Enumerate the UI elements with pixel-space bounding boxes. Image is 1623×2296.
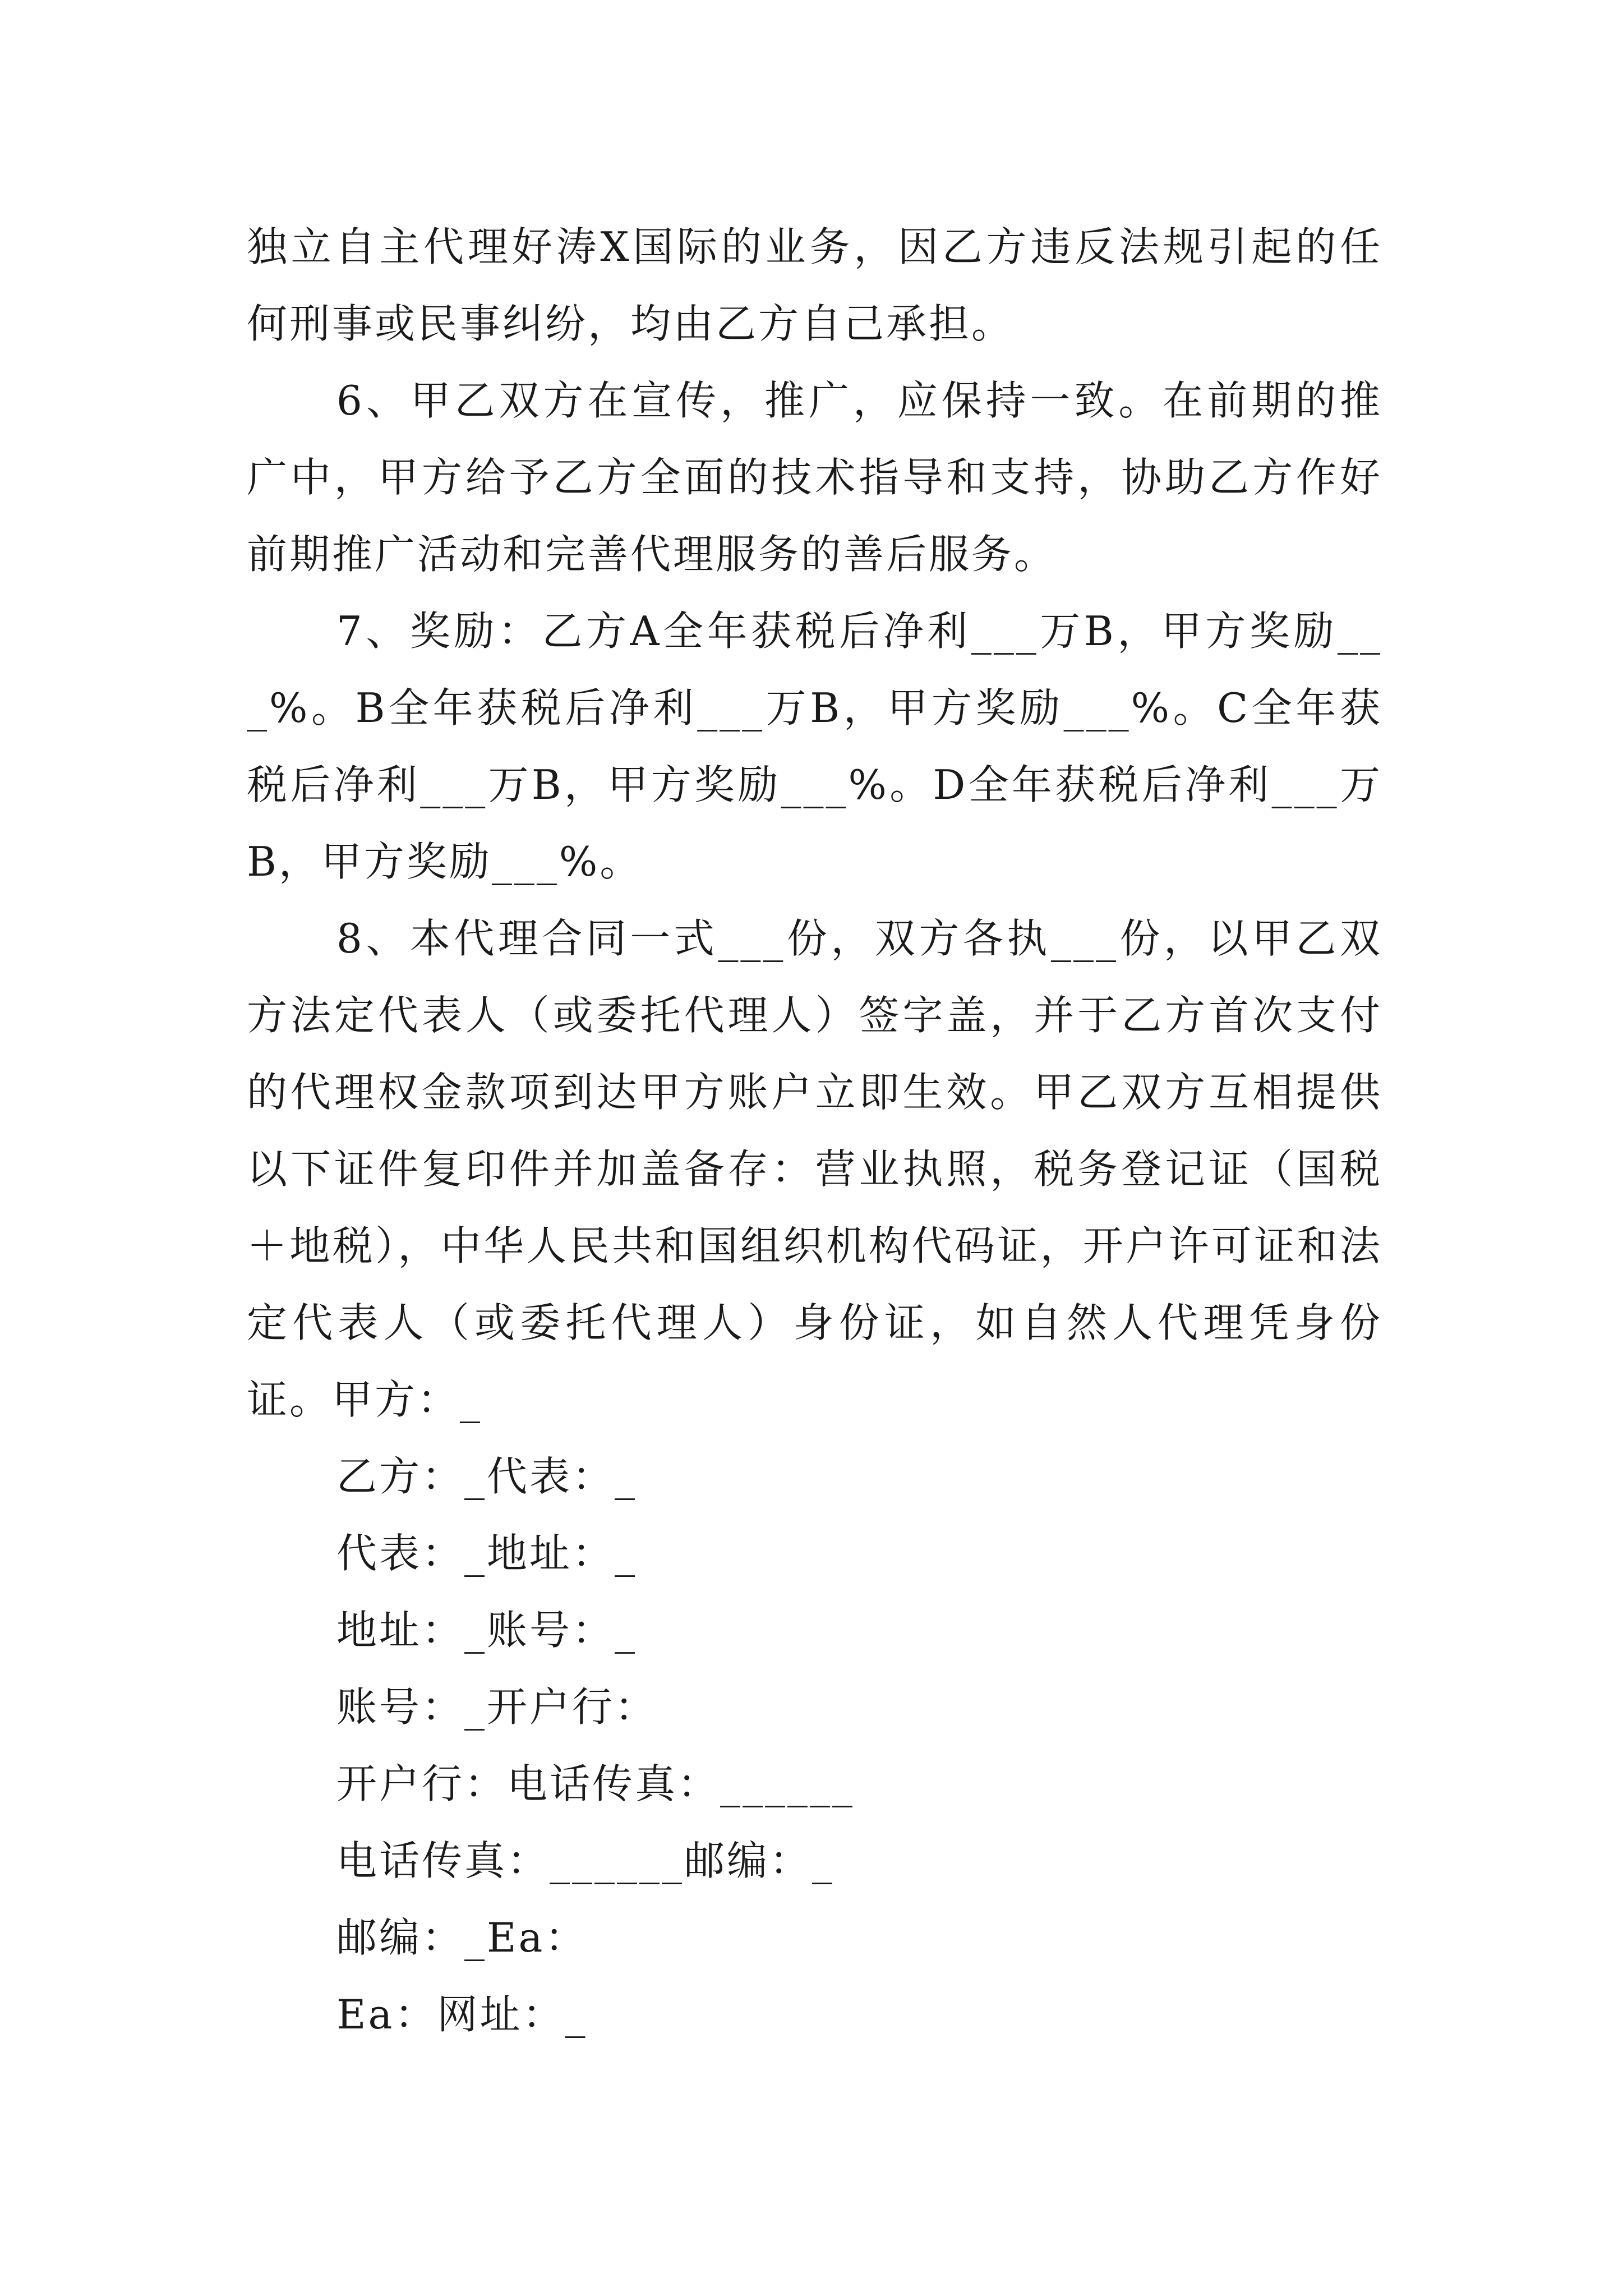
signature-line: 代表：_地址：_	[336, 1530, 638, 1577]
paragraph-clause-8: 8、本代理合同一式___份，双方各执___份，以甲乙双方法定代表人（或委托代理人）签字盖，并于乙方首次支付的代理权金款项到达甲方账户立即生效。甲乙双方互相提供以下证件复印件并加盖备存：营业执照，税务登记证（国税＋地税），中华人民共和国组织机构代码证，开户许可证和法定代表人（或委托代理人）身份证，如自然人代理凭身份证。甲方：_	[247, 915, 1382, 1423]
signature-line: 账号：_开户行：	[336, 1683, 658, 1731]
signature-line: 地址：_账号：_	[336, 1607, 638, 1654]
paragraph-continuation: 独立自主代理好涛X国际的业务，因乙方违反法规引起的任何刑事或民事纠纷，均由乙方自己承担。	[247, 223, 1382, 347]
paragraph-clause-7: 7、奖励：乙方A全年获税后净利___万B，甲方奖励___%。B全年获税后净利___万B，甲方奖励___%。C全年获税后净利___万B，甲方奖励___%。D全年获税后净利___万B，甲方奖励___%。	[247, 608, 1382, 885]
signature-line: 开户行：电话传真：______	[336, 1760, 855, 1807]
signature-line: 邮编：_Ea：	[336, 1914, 588, 1961]
paragraph-clause-6: 6、甲乙双方在宣传，推广，应保持一致。在前期的推广中，甲方给予乙方全面的技术指导和支持，协助乙方作好前期推广活动和完善代理服务的善后服务。	[247, 377, 1382, 578]
document-body	[247, 209, 1382, 2053]
signature-line: 电话传真：______邮编：_	[336, 1837, 835, 1884]
signature-line: Ea：网址：_	[336, 1991, 588, 2038]
signature-block	[247, 1438, 1382, 2053]
signature-line: 乙方：_代表：_	[336, 1453, 638, 1500]
